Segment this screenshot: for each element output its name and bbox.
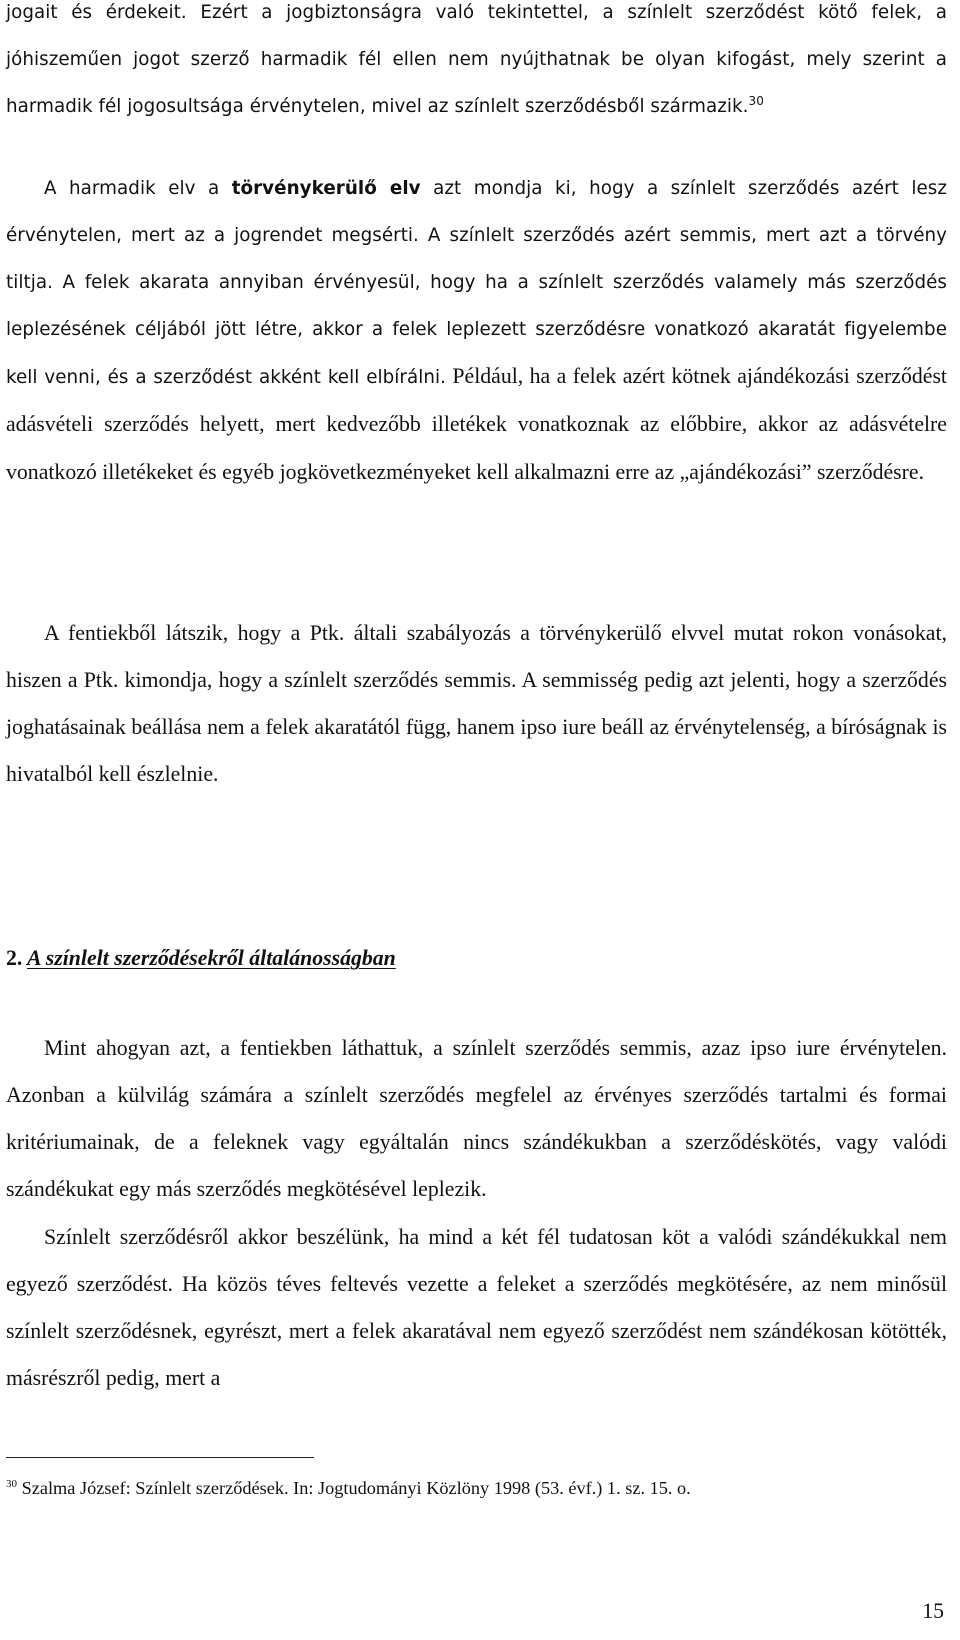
paragraph-text-part3: A felek akarata annyiban érvényesül, hogy ha a színlelt szerződés valamely más szerződés leplezésének céljából jött létre, akkor a felek leplezett szerződésre vonatkozó akaratát figyelembe kell venni, és a szerződést akként kell elbírálni. (6, 272, 947, 388)
paragraph-definition (6, 1214, 947, 1402)
paragraph-text: jogait és érdekeit. Ezért a jogbiztonságra való tekintettel, a színlelt szerződést kötő felek, a jóhiszeműen jogot szerző harmadik fél ellen nem nyújthatnak be olyan kifogást, mely szerint a harmadik fél jogosultsága érvénytelen, mivel az színlelt szerződésből származik. (6, 2, 947, 117)
footnote-number: 30 (6, 1477, 17, 1490)
footnote-separator (6, 1457, 314, 1458)
paragraph-text-part2: azt mondja ki, hogy a színlelt szerződés azért lesz érvénytelen, mert az a jogrendet megsérti. A színlelt szerződés azért semmis, mert azt a törvény tiltja. (6, 178, 948, 293)
paragraph-text: Mint ahogyan azt, a fentiekben láthattuk, a színlelt szerződés semmis, azaz ipso iure érvénytelen. Azonban a külvilág számára a színlelt szerződés megfelel az érvényes szerződés tartalmi és formai kritériumainak, de a feleknek vagy egyáltalán nincs szándékukban a szerződéskötés, vagy valódi szándékukat egy más szerződés megkötésével leplezik. (6, 1036, 947, 1201)
bold-term: törvénykerülő elv (231, 178, 421, 199)
paragraph-continuation (6, 0, 947, 130)
section-number: 2. (6, 946, 23, 970)
paragraph-third-principle (6, 165, 947, 497)
paragraph-general (6, 1025, 947, 1213)
paragraph-text: Színlelt szerződésről akkor beszélünk, ha mind a két fél tudatosan köt a valódi szándékukkal nem egyező szerződést. Ha közös téves feltevés vezette a feleket a szerződés megkötésére, az nem minősül színlelt szerződésnek, egyrészt, mert a felek akaratával nem egyező szerződést nem szándékosan kötötték, másrészről pedig, mert a (6, 1225, 947, 1390)
footnote-text: Szalma József: Színlelt szerződések. In: Jogtudományi Közlöny 1998 (53. évf.) 1. sz. 15. o. (17, 1478, 691, 1498)
paragraph-text: A fentiekből látszik, hogy a Ptk. általi szabályozás a törvénykerülő elvvel mutat rokon vonásokat, hiszen a Ptk. kimondja, hogy a színlelt szerződés semmis. A semmisség pedig azt jelenti, hogy a szerződés joghatásainak beállása nem a felek akaratától függ, hanem ipso iure beáll az érvénytelenség, a bíróságnak is hivatalból kell észlelnie. (6, 621, 947, 786)
section-title: A színlelt szerződésekről általánosságban (27, 946, 396, 970)
page-number: 15 (922, 1599, 944, 1623)
section-heading (6, 943, 396, 973)
paragraph-text-part1: A harmadik elv a (44, 178, 232, 199)
footnote (6, 1476, 691, 1500)
footnote-reference: 30 (748, 93, 764, 108)
paragraph-conclusion (6, 610, 947, 798)
paragraph-text-part4: Például, ha a felek azért kötnek ajándékozási szerződést adásvételi szerződés helyett, mert kedvezőbb illetékek vonatkoznak az előbbire, akkor az adásvételre vonatkozó illetékeket és egyéb jogkövetkezményeket kell alkalmazni erre az „ajándékozási” szerződésre. (6, 364, 947, 484)
